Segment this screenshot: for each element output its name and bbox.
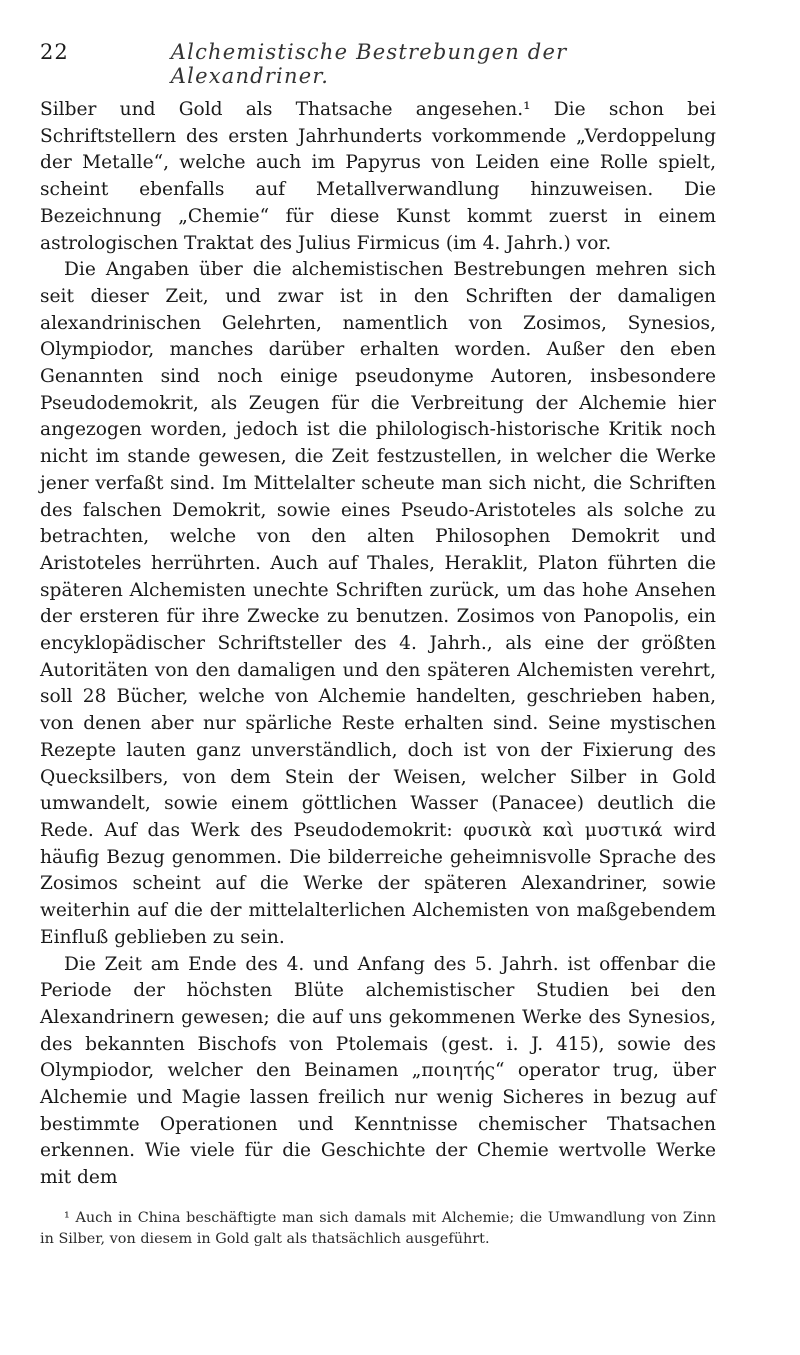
paragraph: Silber und Gold als Thatsache angesehen.¹ Die schon bei Schriftstellern des ersten Jahrhunderts vorkommende „Verdoppelung der Metalle“, welche auch im Papyrus von Leiden eine Rolle spielt, scheint ebenfalls auf Metallverwandlung hinzuweisen. Die Bezeichnung „Chemie“ für diese Kunst kommt zuerst in einem astrologischen Traktat des Julius Firmicus (im 4. Jahrh.) vor.	[40, 99, 716, 254]
paragraph: Die Zeit am Ende des 4. und Anfang des 5. Jahrh. ist offenbar die Periode der höchsten Blüte alchemistischer Studien bei den Alexandrinern gewesen; die auf uns gekommenen Werke des Synesios, des bekannten Bischofs von Ptolemais (gest. i. J. 415), sowie des Olympiodor, welcher den Beinamen „ποιητής“ operator trug, über Alchemie und Magie lassen freilich nur wenig Sicheres in bezug auf bestimmte Operationen und Kenntnisse chemischer Thatsachen erkennen. Wie viele für die Geschichte der Chemie wertvolle Werke mit dem	[40, 953, 716, 1189]
page-header	[40, 40, 716, 88]
page-number: 22	[40, 40, 69, 64]
running-head: Alchemistische Bestrebungen der Alexandriner.	[170, 40, 568, 88]
book-page	[40, 40, 716, 1250]
footnote: ¹ Auch in China beschäftigte man sich damals mit Alchemie; die Umwandlung von Zinn in Silber, von diesem in Gold galt als thatsächlich ausgeführt.	[40, 1209, 716, 1247]
paragraph: Die Angaben über die alchemistischen Bestrebungen mehren sich seit dieser Zeit, und zwar ist in den Schriften der damaligen alexandrinischen Gelehrten, namentlich von Zosimos, Synesios, Olympiodor, manches darüber erhalten worden. Außer den eben Genannten sind noch einige pseudonyme Autoren, insbesondere Pseudodemokrit, als Zeugen für die Verbreitung der Alchemie hier angezogen worden, jedoch ist die philologisch-historische Kritik noch nicht im stande gewesen, die Zeit festzustellen, in welcher die Werke jener verfaßt sind. Im Mittelalter scheute man sich nicht, die Schriften des falschen Demokrit, sowie eines Pseudo-Aristoteles als solche zu betrachten, welche von den alten Philosophen Demokrit und Aristoteles herrührten. Auch auf Thales, Heraklit, Platon führten die späteren Alchemisten unechte Schriften zurück, um das hohe Ansehen der ersteren für ihre Zwecke zu benutzen. Zosimos von Panopolis, ein encyklopädischer Schriftsteller des 4. Jahrh., als eine der größten Autoritäten von den damaligen und den späteren Alchemisten verehrt, soll 28 Bücher, welche von Alchemie handelten, geschrieben haben, von denen aber nur spärliche Reste erhalten sind. Seine mystischen Rezepte lauten ganz unverständlich, doch ist von der Fixierung des Quecksilbers, von dem Stein der Weisen, welcher Silber in Gold umwandelt, sowie einem göttlichen Wasser (Panacee) deutlich die Rede. Auf das Werk des Pseudodemokrit: φυσικὰ καὶ μυστικά wird häufig Bezug genommen. Die bilderreiche geheimnisvolle Sprache des Zosimos scheint auf die Werke der späteren Alexandriner, sowie weiterhin auf die der mittelalterlichen Alchemisten von maßgebendem Einfluß geblieben zu sein.	[40, 259, 716, 948]
body-text	[40, 97, 716, 1192]
